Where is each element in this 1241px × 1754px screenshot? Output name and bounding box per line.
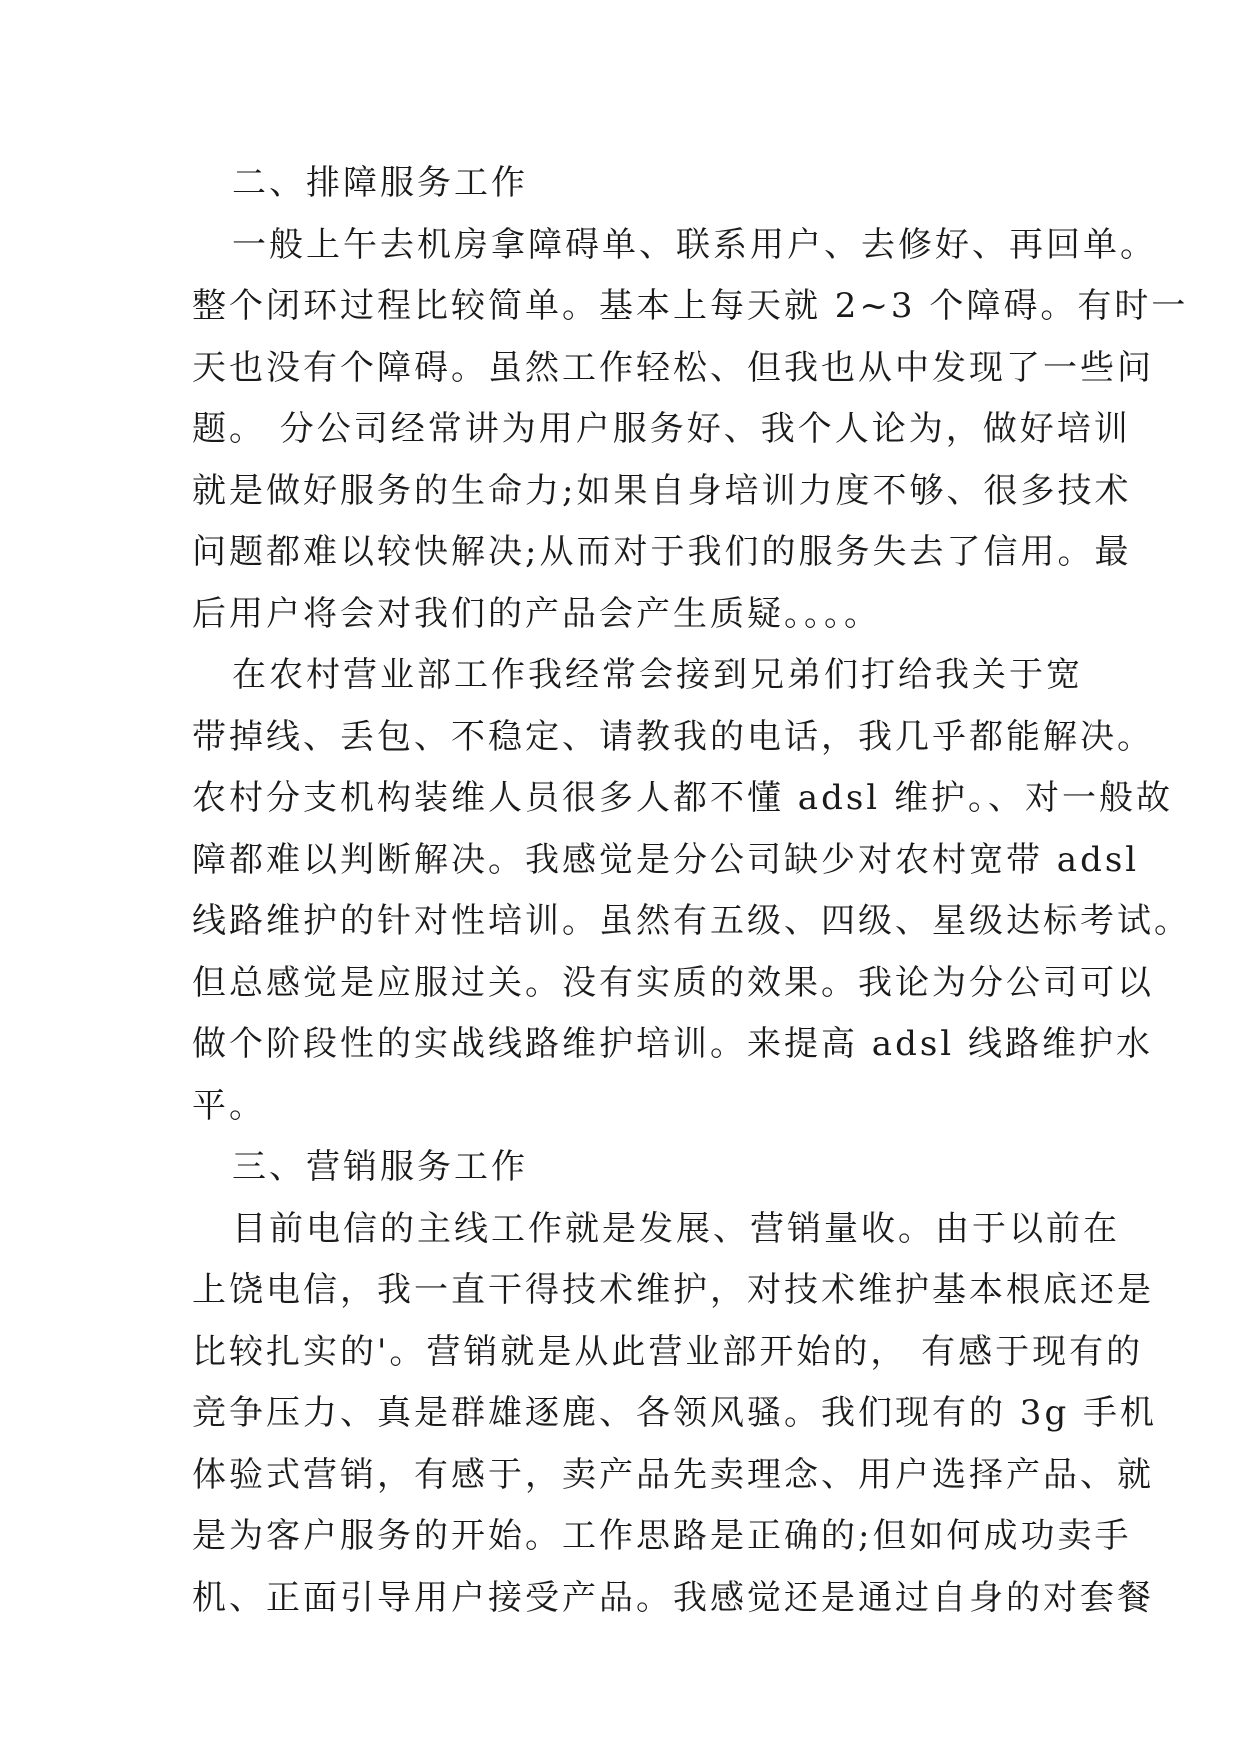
paragraph-line: 后用户将会对我们的产品会产生质疑。。。。 bbox=[192, 594, 881, 634]
paragraph-line: 就是做好服务的生命力;如果自身培训力度不够、很多技术 bbox=[192, 471, 1132, 511]
paragraph-line: 线路维护的针对性培训。虽然有五级、四级、星级达标考试。 bbox=[192, 901, 1191, 941]
paragraph-line: 平。 bbox=[192, 1086, 266, 1126]
paragraph-line: 带掉线、丢包、不稳定、请教我的电话，我几乎都能解决。 bbox=[192, 717, 1154, 757]
paragraph-line: 障都难以判断解决。我感觉是分公司缺少对农村宽带 adsl bbox=[192, 840, 1140, 880]
paragraph-line: 但总感觉是应服过关。没有实质的效果。我论为分公司可以 bbox=[192, 963, 1154, 1003]
paragraph-line: 农村分支机构装维人员很多人都不懂 adsl 维护。、对一般故 bbox=[192, 778, 1173, 818]
paragraph-line: 天也没有个障碍。虽然工作轻松、但我也从中发现了一些问 bbox=[192, 348, 1154, 388]
paragraph-line: 上饶电信，我一直干得技术维护，对技术维护基本根底还是 bbox=[192, 1270, 1154, 1310]
paragraph-line: 一般上午去机房拿障碍单、联系用户、去修好、再回单。 bbox=[232, 225, 1157, 265]
paragraph-line: 竞争压力、真是群雄逐鹿、各领风骚。我们现有的 3g 手机 bbox=[192, 1393, 1158, 1433]
paragraph-line: 体验式营销，有感于，卖产品先卖理念、用户选择产品、就 bbox=[192, 1455, 1154, 1495]
paragraph-line: 是为客户服务的开始。工作思路是正确的;但如何成功卖手 bbox=[192, 1516, 1132, 1556]
paragraph-line: 整个闭环过程比较简单。基本上每天就 2~3 个障碍。有时一 bbox=[192, 286, 1189, 326]
paragraph-line: 机、正面引导用户接受产品。我感觉还是通过自身的对套餐 bbox=[192, 1578, 1154, 1618]
paragraph-line: 目前电信的主线工作就是发展、营销量收。由于以前在 bbox=[232, 1209, 1120, 1249]
paragraph-line: 在农村营业部工作我经常会接到兄弟们打给我关于宽 bbox=[232, 655, 1083, 695]
paragraph-line: 比较扎实的'。营销就是从此营业部开始的， 有感于现有的 bbox=[192, 1332, 1144, 1372]
section-heading: 三、营销服务工作 bbox=[232, 1147, 528, 1187]
paragraph-line: 问题都难以较快解决;从而对于我们的服务失去了信用。最 bbox=[192, 532, 1132, 572]
paragraph-line: 做个阶段性的实战线路维护培训。来提高 adsl 线路维护水 bbox=[192, 1024, 1153, 1064]
paragraph-line: 题。 分公司经常讲为用户服务好、我个人论为，做好培训 bbox=[192, 409, 1131, 449]
section-heading: 二、排障服务工作 bbox=[232, 163, 528, 203]
